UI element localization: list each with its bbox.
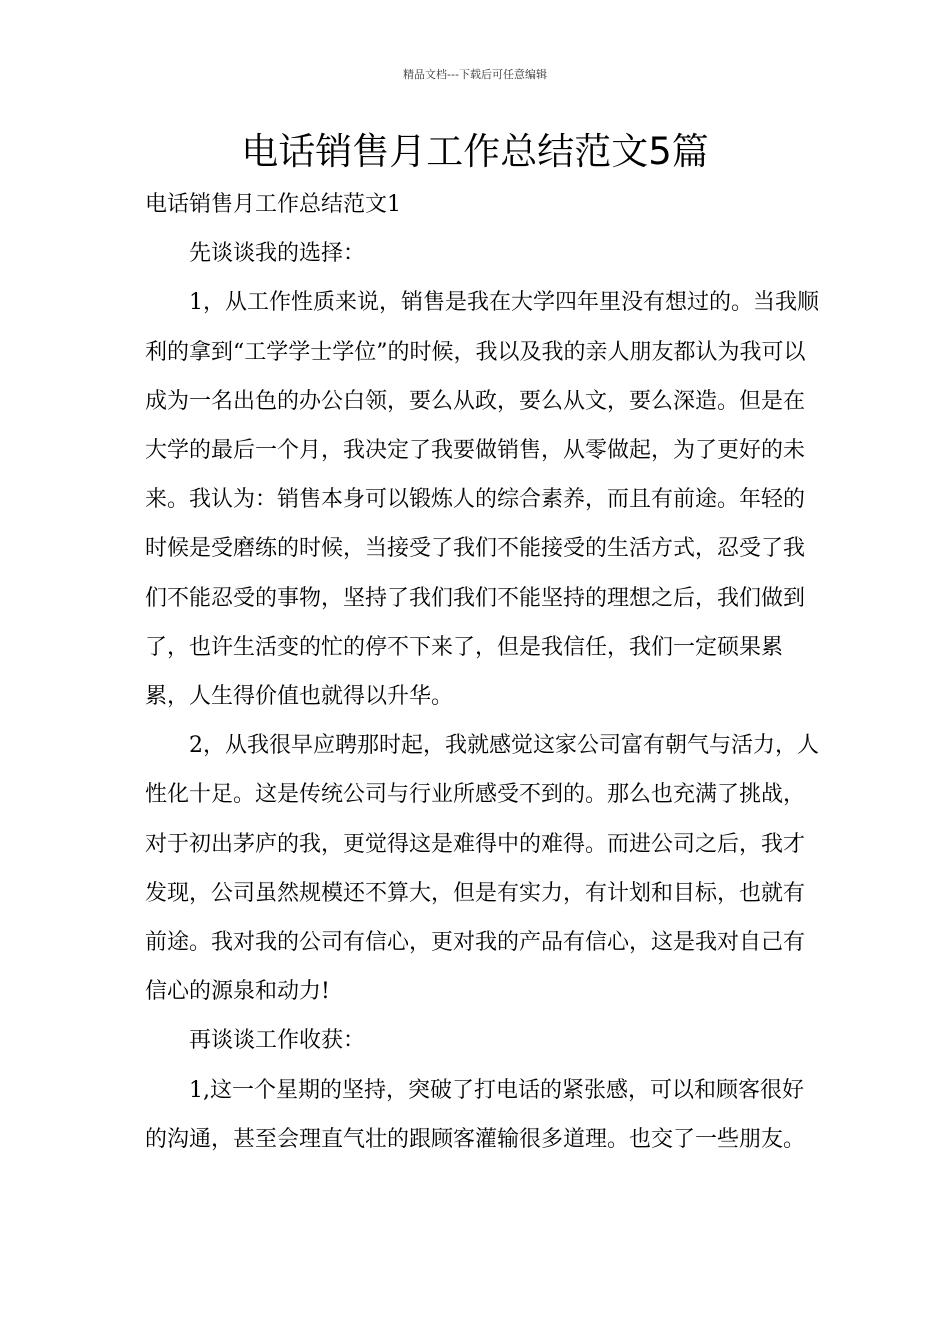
document-body xyxy=(145,180,825,1164)
paragraph: 2，从我很早应聘那时起，我就感觉这家公司富有朝气与活力，人性化十足。这是传统公司与行业所感受不到的。那么也充满了挑战，对于初出茅庐的我，更觉得这是难得中的难得。而进公司之后，我才发现，公司虽然规模还不算大，但是有实力，有计划和目标，也就有前途。我对我的公司有信心，更对我的产品有信心，这是我对自己有信心的源泉和动力! xyxy=(145,733,819,1005)
document-title: 电话销售月工作总结范文5篇 xyxy=(241,130,709,173)
paragraph: 1，从工作性质来说，销售是我在大学四年里没有想过的。当我顺利的拿到“工学学士学位”的时候，我以及我的亲人朋友都认为我可以成为一名出色的办公白领，要么从政，要么从文，要么深造。但是在大学的最后一个月，我决定了我要做销售，从零做起，为了更好的未来。我认为：销售本身可以锻炼人的综合素养，而且有前途。年轻的时候是受磨练的时候，当接受了我们不能接受的生活方式，忍受了我们不能忍受的事物，坚持了我们我们不能坚持的理想之后，我们做到了，也许生活变的忙的停不下来了，但是我信任，我们一定硕果累累，人生得价值也就得以升华。 xyxy=(145,290,819,710)
paragraph: 1,这一个星期的坚持，突破了打电话的紧张感，可以和顾客很好的沟通，甚至会理直气壮的跟顾客灌输很多道理。也交了一些朋友。 xyxy=(145,1077,806,1152)
section-heading: 电话销售月工作总结范文1 xyxy=(145,192,401,217)
paragraph: 先谈谈我的选择： xyxy=(189,241,366,267)
page-header: 精品文档---下载后可任意编辑 xyxy=(403,68,547,81)
paragraph: 再谈谈工作收获： xyxy=(189,1028,366,1054)
